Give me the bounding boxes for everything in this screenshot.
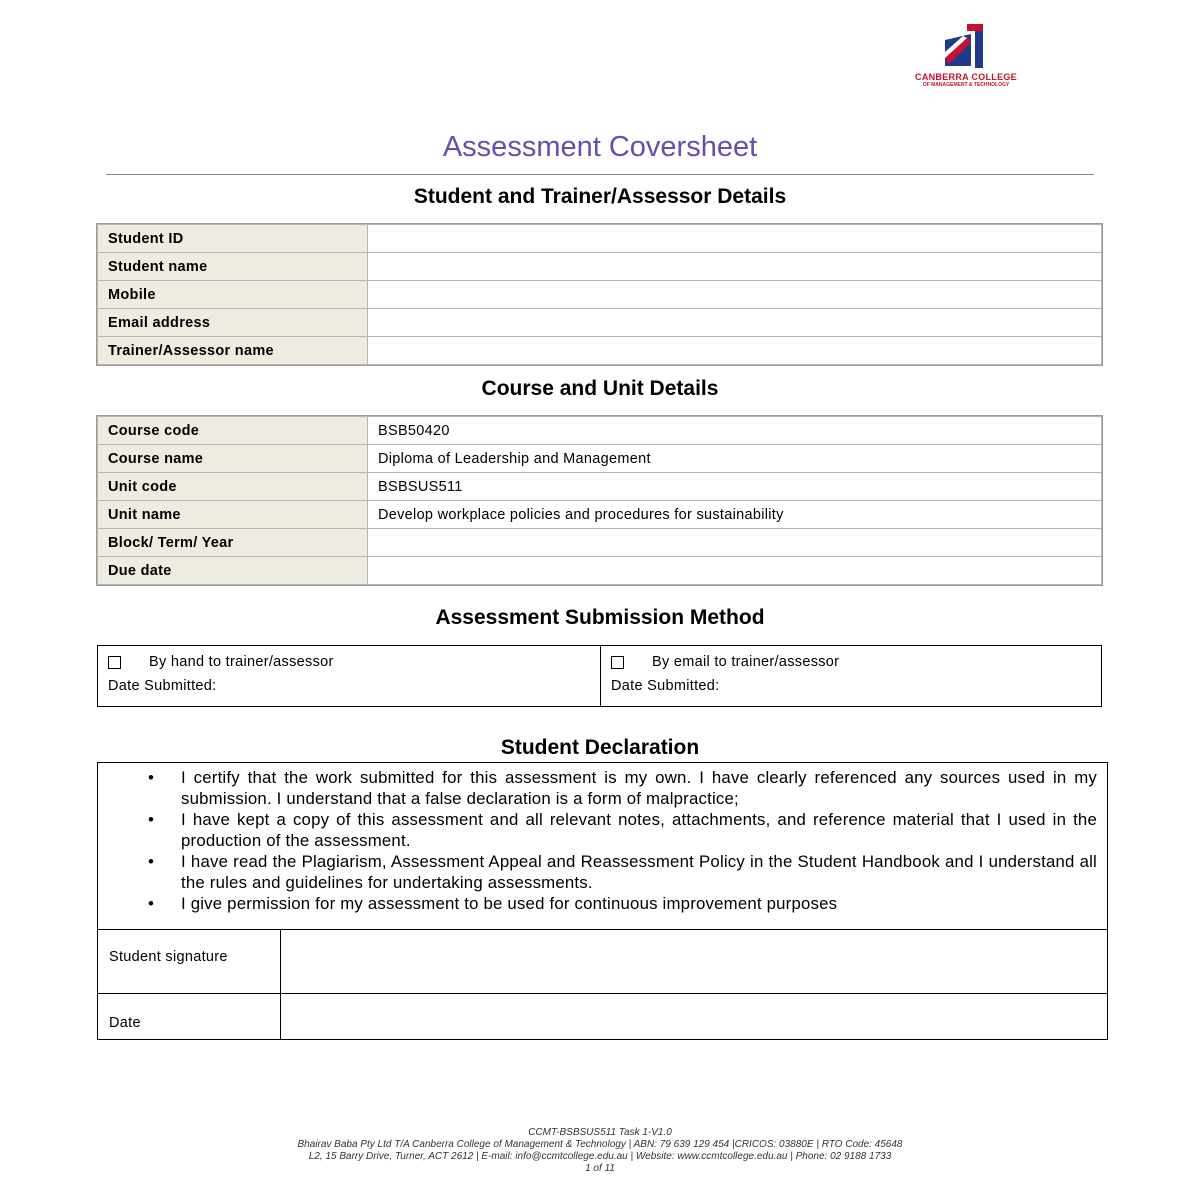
- course-details-table: [97, 416, 1102, 585]
- by-hand-checkbox[interactable]: [108, 656, 121, 669]
- email-field[interactable]: [368, 309, 1102, 337]
- student-signature-field[interactable]: [281, 930, 1107, 992]
- unit-name-label: Unit name: [98, 501, 368, 529]
- student-signature-label: Student signature: [109, 949, 228, 965]
- page-title: Assessment Coversheet: [442, 131, 758, 163]
- list-item: • I have read the Plagiarism, Assessment Appeal and Reassessment Policy in the Student Handbook and I understand all the rules and guidelines for undertaking assessments.: [98, 851, 1109, 893]
- table-row: [98, 473, 1102, 501]
- college-logo: [900, 22, 1032, 88]
- list-item: • I give permission for my assessment to be used for continuous improvement purposes: [98, 893, 1109, 914]
- unit-code-value: BSBSUS511: [368, 473, 1102, 501]
- declaration-date-label: Date: [109, 1015, 141, 1031]
- block-term-year-label: Block/ Term/ Year: [98, 529, 368, 557]
- submission-section-heading: Assessment Submission Method: [435, 606, 765, 629]
- trainer-name-field[interactable]: [368, 337, 1102, 365]
- student-section-heading: Student and Trainer/Assessor Details: [413, 185, 787, 208]
- mobile-field[interactable]: [368, 281, 1102, 309]
- contact-details: L2, 15 Barry Drive, Turner, ACT 2612 | E-mail: info@ccmtcollege.edu.au | Website: www.ccmtcollege.edu.au | Phone: 02 9188 1733: [308, 1151, 892, 1162]
- unit-name-value: Develop workplace policies and procedures for sustainability: [368, 501, 1102, 529]
- unit-code-label: Unit code: [98, 473, 368, 501]
- course-section-heading: Course and Unit Details: [481, 377, 719, 400]
- page-footer: [0, 1127, 1200, 1175]
- declaration-heading: Student Declaration: [500, 736, 700, 759]
- submission-by-hand-cell: [98, 646, 601, 707]
- by-hand-date-label: Date Submitted:: [108, 678, 217, 694]
- email-label: Email address: [98, 309, 368, 337]
- block-term-year-field[interactable]: [368, 529, 1102, 557]
- table-row: [98, 253, 1102, 281]
- document-code: CCMT-BSBSUS511 Task 1-V1.0: [528, 1127, 672, 1138]
- student-id-label: Student ID: [98, 225, 368, 253]
- table-row: [98, 501, 1102, 529]
- declaration-box: [97, 762, 1108, 1040]
- due-date-label: Due date: [98, 557, 368, 585]
- table-row: [98, 417, 1102, 445]
- student-details-table: [97, 224, 1102, 365]
- course-code-value: BSB50420: [368, 417, 1102, 445]
- table-row: [98, 529, 1102, 557]
- logo-name: CANBERRA COLLEGE: [915, 72, 1017, 82]
- list-item: • I have kept a copy of this assessment and all relevant notes, attachments, and reference material that I used in the production of the assessment.: [98, 809, 1109, 851]
- declaration-date-field[interactable]: [281, 994, 1107, 1039]
- due-date-field[interactable]: [368, 557, 1102, 585]
- student-name-field[interactable]: [368, 253, 1102, 281]
- logo-subtitle: OF MANAGEMENT & TECHNOLOGY: [922, 82, 1010, 88]
- company-details: Bhairav Baba Pty Ltd T/A Canberra College of Management & Technology | ABN: 79 639 129 454 |CRICOS: 03880E | RTO Code: 45648: [297, 1139, 903, 1150]
- table-row: [98, 309, 1102, 337]
- title-divider: [106, 174, 1094, 175]
- course-name-label: Course name: [98, 445, 368, 473]
- by-hand-label: By hand to trainer/assessor: [149, 654, 334, 670]
- submission-by-email-cell: [601, 646, 1102, 707]
- declaration-list: [98, 767, 1109, 914]
- list-item: • I certify that the work submitted for this assessment is my own. I have clearly referenced any sources used in my submission. I understand that a false declaration is a form of malpractice;: [98, 767, 1109, 809]
- by-email-checkbox[interactable]: [611, 656, 624, 669]
- submission-method-table: [97, 645, 1102, 707]
- table-row: [98, 281, 1102, 309]
- by-email-label: By email to trainer/assessor: [652, 654, 840, 670]
- college-emblem-icon: [941, 22, 991, 70]
- course-code-label: Course code: [98, 417, 368, 445]
- student-id-field[interactable]: [368, 225, 1102, 253]
- trainer-name-label: Trainer/Assessor name: [98, 337, 368, 365]
- table-row: [98, 445, 1102, 473]
- table-row: [98, 225, 1102, 253]
- student-name-label: Student name: [98, 253, 368, 281]
- table-row: [98, 557, 1102, 585]
- course-name-value: Diploma of Leadership and Management: [368, 445, 1102, 473]
- mobile-label: Mobile: [98, 281, 368, 309]
- table-row: [98, 337, 1102, 365]
- page-number: 1 of 11: [585, 1163, 615, 1174]
- by-email-date-label: Date Submitted:: [611, 678, 720, 694]
